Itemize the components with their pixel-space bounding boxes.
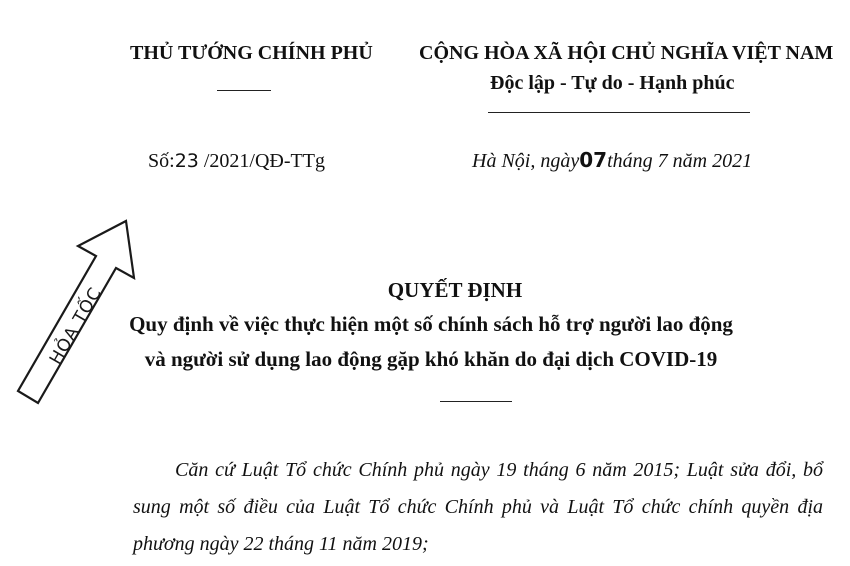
urgent-stamp-text: HỎA TỐC: [45, 283, 107, 369]
document-type-heading: QUYẾT ĐỊNH: [387, 278, 523, 302]
issuing-agency: THỦ TƯỚNG CHÍNH PHỦ: [130, 42, 373, 64]
document-number-suffix: /2021/QĐ-TTg: [198, 150, 325, 172]
legal-basis-paragraph: Căn cứ Luật Tổ chức Chính phủ ngày 19 tháng 6 năm 2015; Luật sửa đổi, bổ sung một số điều của Luật Tổ chức Chính phủ và Luật Tổ chức chính quyền địa phương ngày 22 tháng 11 năm 2019;: [133, 459, 823, 555]
national-title: CỘNG HÒA XÃ HỘI CHỦ NGHĨA VIỆT NAM: [419, 42, 834, 64]
place-date-suffix: tháng 7 năm 2021: [607, 150, 753, 172]
document-subject-line-1: Quy định về việc thực hiện một số chính sách hỗ trợ người lao động: [129, 312, 733, 336]
document-number-prefix: Số:: [148, 150, 175, 172]
document-number: [148, 150, 325, 173]
national-motto: Độc lập - Tự do - Hạnh phúc: [490, 72, 735, 94]
document-number-handwritten: 23: [174, 150, 199, 172]
agency-underline: [217, 90, 271, 91]
place-and-date: [472, 148, 752, 173]
motto-underline: [488, 112, 750, 113]
place-date-handwritten-day: 07: [579, 148, 608, 172]
place-date-prefix: Hà Nội, ngày: [472, 150, 580, 172]
title-underline: [440, 401, 512, 402]
document-subject-line-2: và người sử dụng lao động gặp khó khăn do đại dịch COVID-19: [144, 347, 718, 371]
